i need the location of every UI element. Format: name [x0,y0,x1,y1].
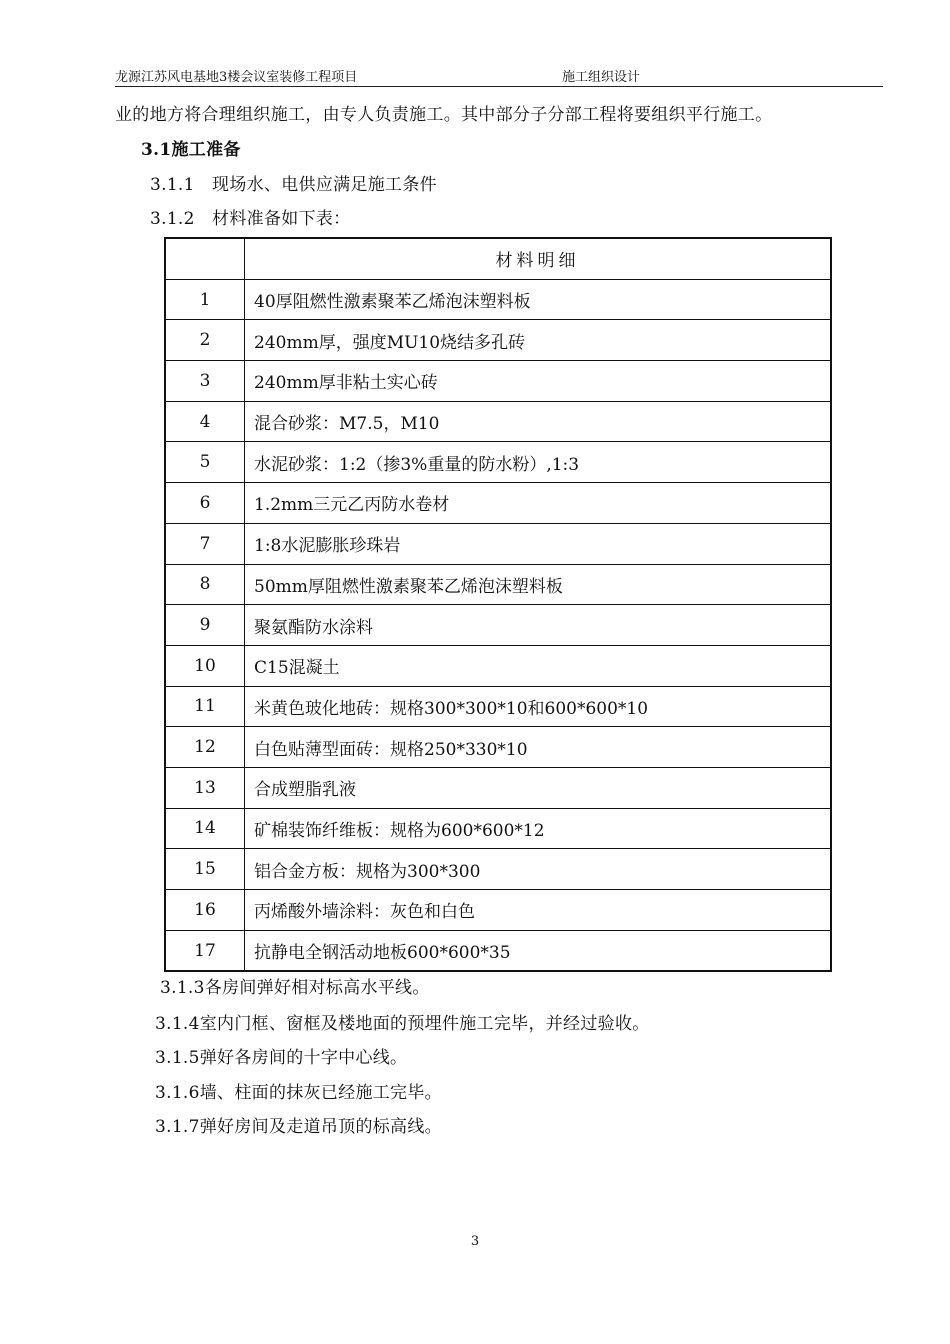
row-number: 15 [165,849,245,890]
section-item-3-1-2: 3.1.2 材料准备如下表： [150,209,351,229]
row-number: 16 [165,890,245,931]
material-name: 40厚阻燃性激素聚苯乙烯泡沫塑料板 [245,279,832,320]
material-name: 白色贴薄型面砖：规格250*330*10 [245,727,832,768]
table-header-row [165,238,831,279]
table-row [165,645,831,686]
table-row [165,361,831,402]
section-item-3-1-4: 3.1.4室内门框、窗框及楼地面的预埋件施工完毕，并经过验收。 [155,1014,650,1034]
table-row [165,442,831,483]
table-row [165,279,831,320]
material-name: 聚氨酯防水涂料 [245,605,832,646]
section-item-3-1-7: 3.1.7弹好房间及走道吊顶的标高线。 [155,1117,442,1137]
material-name: 米黄色玻化地砖：规格300*300*10和600*600*10 [245,686,832,727]
materials-table [164,237,832,972]
row-number: 3 [165,361,245,402]
table-row [165,686,831,727]
row-number: 10 [165,645,245,686]
table-row [165,930,831,971]
material-name: 混合砂浆：M7.5，M10 [245,401,832,442]
table-row [165,483,831,524]
table-row [165,564,831,605]
table-row [165,849,831,890]
row-number: 12 [165,727,245,768]
row-number: 13 [165,767,245,808]
row-number: 5 [165,442,245,483]
table-row [165,320,831,361]
intro-paragraph: 业的地方将合理组织施工，由专人负责施工。其中部分子分部工程将要组织平行施工。 [115,105,773,125]
section-item-3-1-6: 3.1.6墙、柱面的抹灰已经施工完毕。 [155,1083,442,1103]
material-name: 50mm厚阻燃性激素聚苯乙烯泡沫塑料板 [245,564,832,605]
row-number: 17 [165,930,245,971]
material-name: 240mm厚，强度MU10烧结多孔砖 [245,320,832,361]
material-column-header: 材料明细 [245,238,832,279]
row-number: 7 [165,523,245,564]
row-number: 8 [165,564,245,605]
row-number: 6 [165,483,245,524]
row-number: 9 [165,605,245,646]
material-name: 1:8水泥膨胀珍珠岩 [245,523,832,564]
section-item-3-1-3: 3.1.3各房间弹好相对标高水平线。 [160,978,430,998]
header-document-type: 施工组织设计 [562,70,641,85]
section-title: 3.1施工准备 [141,140,241,160]
material-name: 240mm厚非粘土实心砖 [245,361,832,402]
table-row [165,727,831,768]
material-name: 矿棉装饰纤维板：规格为600*600*12 [245,808,832,849]
material-name: 抗静电全钢活动地板600*600*35 [245,930,832,971]
row-number: 2 [165,320,245,361]
material-name: C15混凝土 [245,645,832,686]
material-name: 铝合金方板：规格为300*300 [245,849,832,890]
table-row [165,605,831,646]
row-number: 14 [165,808,245,849]
material-name: 1.2mm三元乙丙防水卷材 [245,483,832,524]
section-item-3-1-1: 3.1.1 现场水、电供应满足施工条件 [150,175,437,195]
page-header [115,64,883,87]
page-number: 3 [470,1234,480,1249]
table-row [165,523,831,564]
row-number: 1 [165,279,245,320]
table-row [165,401,831,442]
material-name: 丙烯酸外墙涂料：灰色和白色 [245,890,832,931]
material-name: 合成塑脂乳液 [245,767,832,808]
row-number: 4 [165,401,245,442]
table-row [165,767,831,808]
number-column-header [165,238,245,279]
table-row [165,890,831,931]
section-item-3-1-5: 3.1.5弹好各房间的十字中心线。 [155,1048,408,1068]
row-number: 11 [165,686,245,727]
table-row [165,808,831,849]
material-name: 水泥砂浆：1:2（掺3%重量的防水粉）,1:3 [245,442,832,483]
header-project-title: 龙源江苏风电基地3楼会议室装修工程项目 [115,70,358,85]
